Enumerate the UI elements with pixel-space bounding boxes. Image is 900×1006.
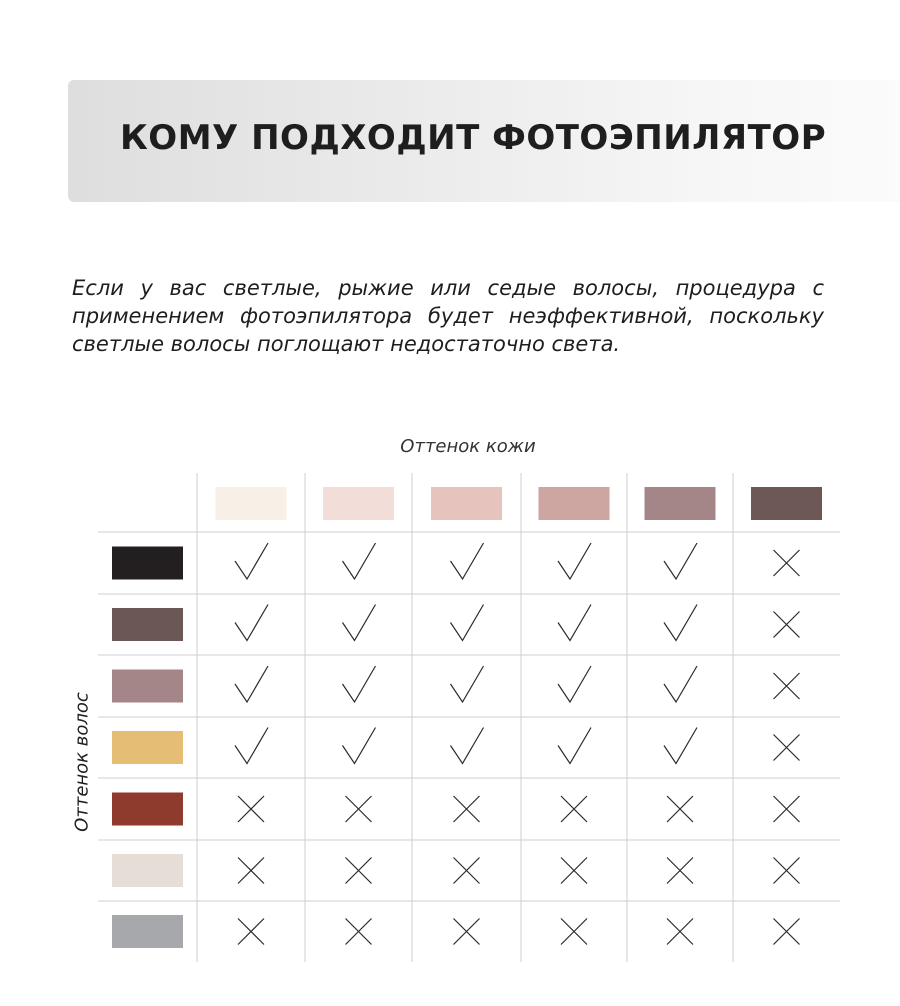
cross-icon xyxy=(346,796,372,822)
cross-icon xyxy=(774,796,800,822)
cross-icon xyxy=(346,919,372,945)
check-icon xyxy=(558,605,591,641)
check-icon xyxy=(451,666,484,702)
check-icon xyxy=(235,543,268,579)
cross-icon xyxy=(454,919,480,945)
check-icon xyxy=(343,543,376,579)
skin-tone-axis-label: Оттенок кожи xyxy=(400,436,536,457)
cross-icon xyxy=(454,796,480,822)
cross-icon xyxy=(667,796,693,822)
intro-paragraph: Если у вас светлые, рыжие или седые волосы, процедура с применением фотоэпилятора будет неэффективной, поскольку светлые волосы поглощают недостаточно света. xyxy=(72,276,824,356)
check-icon xyxy=(664,605,697,641)
cross-icon xyxy=(238,858,264,884)
check-icon xyxy=(664,728,697,764)
check-icon xyxy=(343,728,376,764)
cross-icon xyxy=(774,858,800,884)
check-icon xyxy=(235,666,268,702)
cross-icon xyxy=(346,858,372,884)
skin-tone-swatch xyxy=(751,487,822,520)
cross-icon xyxy=(774,735,800,761)
skin-tone-swatch xyxy=(431,487,502,520)
skin-tone-swatch xyxy=(323,487,394,520)
check-icon xyxy=(343,605,376,641)
cross-icon xyxy=(774,673,800,699)
check-icon xyxy=(558,543,591,579)
check-icon xyxy=(235,605,268,641)
check-icon xyxy=(451,605,484,641)
cross-icon xyxy=(238,796,264,822)
hair-tone-swatch xyxy=(112,915,183,948)
hair-tone-swatch xyxy=(112,608,183,641)
cross-icon xyxy=(454,858,480,884)
cross-icon xyxy=(238,919,264,945)
check-icon xyxy=(235,728,268,764)
hair-tone-axis-label: Оттенок волос xyxy=(71,692,93,832)
hair-tone-swatch xyxy=(112,670,183,703)
cross-icon xyxy=(774,919,800,945)
cross-icon xyxy=(667,858,693,884)
hair-tone-swatch xyxy=(112,854,183,887)
check-icon xyxy=(558,666,591,702)
page-title: КОМУ ПОДХОДИТ ФОТОЭПИЛЯТОР xyxy=(120,118,827,158)
check-icon xyxy=(664,543,697,579)
check-icon xyxy=(343,666,376,702)
skin-tone-swatch xyxy=(645,487,716,520)
check-icon xyxy=(558,728,591,764)
cross-icon xyxy=(561,858,587,884)
cross-icon xyxy=(561,796,587,822)
check-icon xyxy=(451,728,484,764)
cross-icon xyxy=(667,919,693,945)
skin-tone-swatch xyxy=(539,487,610,520)
skin-tone-swatch xyxy=(216,487,287,520)
cross-icon xyxy=(774,550,800,576)
hair-tone-swatch xyxy=(112,547,183,580)
hair-tone-swatch xyxy=(112,731,183,764)
check-icon xyxy=(664,666,697,702)
check-icon xyxy=(451,543,484,579)
cross-icon xyxy=(561,919,587,945)
cross-icon xyxy=(774,612,800,638)
hair-tone-swatch xyxy=(112,793,183,826)
